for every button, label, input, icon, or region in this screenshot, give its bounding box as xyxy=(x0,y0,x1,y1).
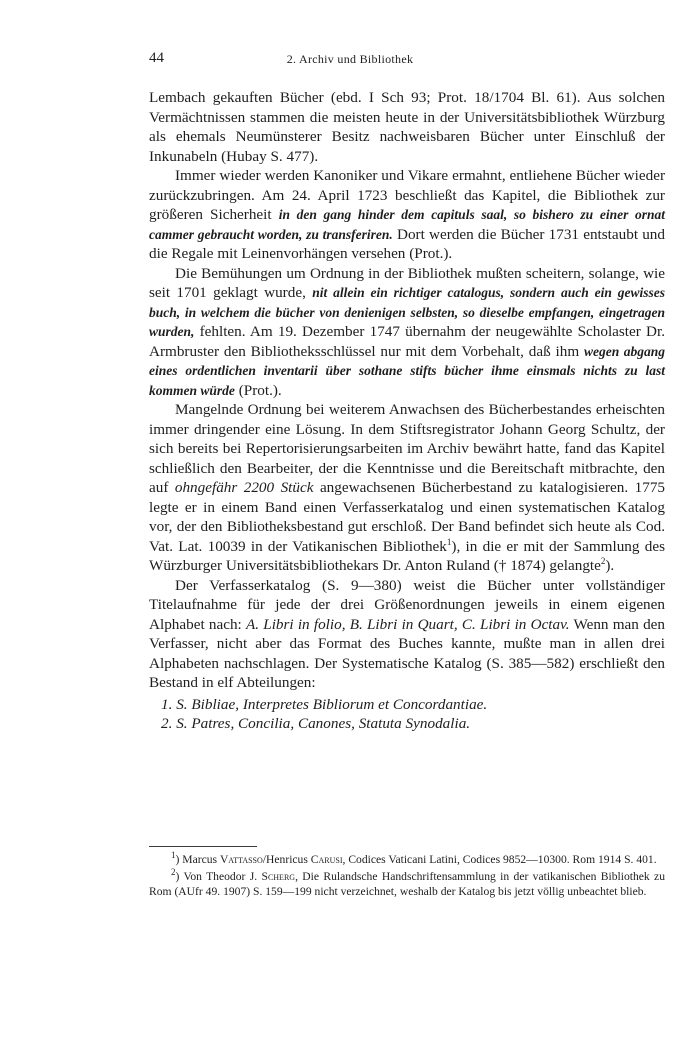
footnote-2 xyxy=(149,869,665,899)
footnote-rule xyxy=(149,846,257,847)
paragraph-4-text-end: ). xyxy=(605,557,615,574)
paragraph-1-text: Lembach gekauften Bücher (ebd. I Sch 93; Prot. 18/1704 Bl. 61). Aus solchen Vermächtnissen stammen die meisten heute in der Universitätsbibliothek Würzburg als ehemals Neumünsterer Besitz nachweisbaren Bücher unter Einschluß der Inkunabeln (Hubay S. 477). xyxy=(149,89,665,165)
paragraph-2-text-end: Dort werden die Bücher 1731 entstaubt und die Regale mit Leinenvorhängen versehen (Prot.). xyxy=(149,225,665,262)
footnote-1-author-2: Carusi xyxy=(310,853,343,866)
paragraph-4 xyxy=(149,400,665,576)
body-text xyxy=(149,88,665,734)
paragraph-3-quote-2: wegen abgang eines ordentlichen inventarii über sothane stifts bücher ihme einsmals nichts zu last kommen würde xyxy=(149,343,665,398)
category-list xyxy=(149,695,665,734)
paragraph-4-quote: ohngefähr 2200 Stück xyxy=(174,479,314,496)
paragraph-3-text: Die Bemühungen um Ordnung in der Bibliothek mußten scheitern, solange, wie seit 1701 geklagt wurde, xyxy=(149,264,665,301)
paragraph-3 xyxy=(149,264,665,401)
footnote-1-text-mid: /Henricus xyxy=(262,853,311,866)
list-item: 2. S. Patres, Concilia, Canones, Statuta Synodalia. xyxy=(161,715,471,732)
paragraph-1 xyxy=(149,88,665,166)
footnote-ref-2[interactable]: 2 xyxy=(600,555,606,566)
paragraph-3-quote-1: nit allein ein richtiger catalogus, sondern auch ein gewisses buch, in welchem die bücher von denienigen selbsten, so dieselbe empfangen, eingetragen wurden, xyxy=(149,285,666,339)
paragraph-5-formats: A. Libri in folio, B. Libri in Quart, C. Libri in Octav. xyxy=(245,615,570,633)
list-item: 1. S. Bibliae, Interpretes Bibliorum et Concordantiae. xyxy=(161,695,488,713)
footnote-2-text-end: , Die Rulandsche Handschriftensammlung in der vatikanischen Bibliothek zu Rom (AUfr 49. 1907) S. 159—199 nicht verzeichnet, weshalb der Katalog bis jetzt völlig unbeachtet blieb. xyxy=(149,870,665,898)
paragraph-4-text-mid: angewachsenen Bücherbestand zu katalogisieren. 1775 legte er in einem Band einen Verfasserkatalog und einen systematischen Katalog vor, der den Bibliotheksbestand gut erschloß. Der Band befindet sich heute als Cod. Vat. Lat. 10039 in der Vatikanischen Bibliothek xyxy=(149,479,666,555)
footnote-1-text: ) Marcus xyxy=(175,853,220,866)
paragraph-2-text: Immer wieder werden Kanoniker und Vikare ermahnt, entliehene Bücher wieder zurückzubringen. Am 24. April 1723 beschließt das Kapitel, die Bibliothek zur größeren Sicherheit xyxy=(149,167,665,223)
footnotes xyxy=(149,852,665,901)
paragraph-5-text: Der Verfasserkatalog (S. 9—380) weist die Bücher unter vollständiger Titelaufnahme für jede der drei Größenordnungen jeweils in einem eigenen Alphabet nach: xyxy=(149,576,665,633)
running-head: 2. Archiv und Bibliothek xyxy=(286,52,414,66)
footnote-ref-1[interactable]: 1 xyxy=(446,536,452,547)
paragraph-4-text-mid-2: ), in die er mit der Sammlung des Würzburger Universitätsbibliothekars Dr. Anton Ruland († 1874) gelangte xyxy=(149,537,665,574)
footnote-2-mark: 2 xyxy=(171,867,176,878)
footnote-1-mark: 1 xyxy=(171,850,176,861)
page-number: 44 xyxy=(149,50,164,66)
paragraph-4-text: Mangelnde Ordnung bei weiterem Anwachsen des Bücherbestandes erheischten immer dringender eine Lösung. In dem Stiftsregistrator Johann Georg Schultz, der sich bereits bei Repertorisierungsarbeiten im Archiv bewährt hatte, fand das Kapitel schließlich den Bearbeiter, der die Kenntnisse und die Bereitschaft mitbrachte, den auf xyxy=(149,401,665,496)
footnote-1-author-1: Vattasso xyxy=(219,853,263,866)
paragraph-5 xyxy=(149,576,665,693)
footnote-1-text-end: , Codices Vaticani Latini, Codices 9852—10300. Rom 1914 S. 401. xyxy=(342,853,657,866)
footnote-2-text: ) Von Theodor J. xyxy=(175,870,262,883)
paragraph-2 xyxy=(149,166,665,264)
footnote-1 xyxy=(149,852,665,867)
paragraph-5-text-end: Wenn man den Verfasser, nicht aber das Format des Buches kannte, mußte man in allen drei Alphabeten nachschlagen. Der Systematische Katalog (S. 385—582) erschließt den Bestand in elf Abteilungen: xyxy=(149,615,666,691)
paragraph-2-quote: in den gang hinder dem capituls saal, so bishero zu einer ornat cammer gebraucht worden, zu transferiren. xyxy=(149,207,665,242)
paragraph-3-text-end: (Prot.). xyxy=(234,381,282,399)
footnote-2-author: Scherg xyxy=(261,870,296,883)
paragraph-3-text-mid: fehlten. Am 19. Dezember 1747 übernahm der neugewählte Scholaster Dr. Armbruster den Bibliotheksschlüssel nur mit dem Vorbehalt, daß ihm xyxy=(149,323,665,360)
